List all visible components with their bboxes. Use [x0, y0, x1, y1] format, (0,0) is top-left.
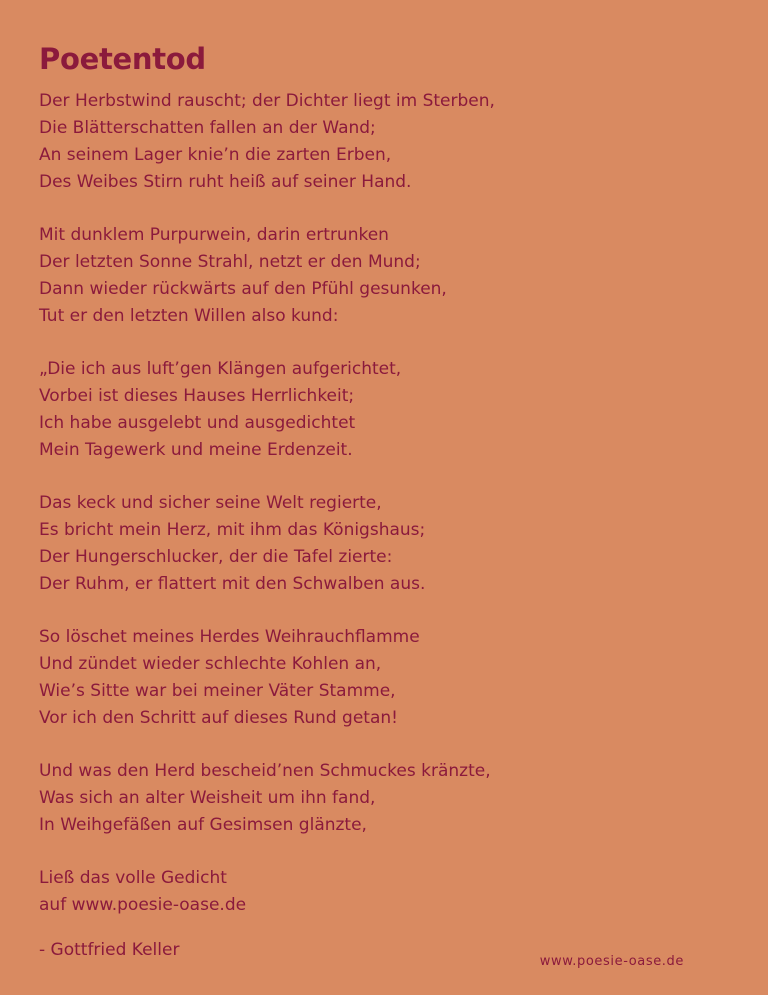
- poem-line: Und zündet wieder schlechte Kohlen an,: [39, 654, 382, 674]
- note-line: Ließ das volle Gedicht: [39, 868, 227, 888]
- poem-line: Dann wieder rückwärts auf den Pfühl gesunken,: [39, 279, 447, 299]
- poem-line: Ich habe ausgelebt und ausgedichtet: [39, 413, 356, 433]
- poem-line: Vor ich den Schritt auf dieses Rund getan!: [39, 708, 398, 728]
- poem-line: Tut er den letzten Willen also kund:: [39, 306, 339, 326]
- stanza-2: [39, 222, 739, 330]
- poem-line: Der Hungerschlucker, der die Tafel zierte:: [39, 547, 393, 567]
- stanza-3: [39, 356, 739, 464]
- poem-line: Vorbei ist dieses Hauses Herrlichkeit;: [39, 386, 355, 406]
- poem-line: „Die ich aus luft’gen Klängen aufgerichtet,: [39, 359, 402, 379]
- poem-line: Der Herbstwind rauscht; der Dichter liegt im Sterben,: [39, 91, 495, 111]
- poem-author: - Gottfried Keller: [39, 940, 180, 960]
- stanza-1: [39, 88, 739, 196]
- poem-line: Was sich an alter Weisheit um ihn fand,: [39, 788, 376, 808]
- poem-line: Wie’s Sitte war bei meiner Väter Stamme,: [39, 681, 396, 701]
- poem-title: Poetentod: [39, 42, 206, 76]
- poem-line: Der Ruhm, er flattert mit den Schwalben aus.: [39, 574, 426, 594]
- poem-line: Und was den Herd bescheid’nen Schmuckes kränzte,: [39, 761, 491, 781]
- poem-page: [39, 40, 739, 964]
- poem-line: Mit dunklem Purpurwein, darin ertrunken: [39, 225, 389, 245]
- stanza-5: [39, 624, 739, 732]
- poem-line: Der letzten Sonne Strahl, netzt er den Mund;: [39, 252, 421, 272]
- poem-line: Das keck und sicher seine Welt regierte,: [39, 493, 382, 513]
- footer-url: www.poesie-oase.de: [539, 954, 684, 969]
- poem-line: In Weihgefäßen auf Gesimsen glänzte,: [39, 815, 367, 835]
- poem-line: Des Weibes Stirn ruht heiß auf seiner Hand.: [39, 172, 412, 192]
- stanza-6: [39, 758, 739, 839]
- poem-line: Mein Tagewerk und meine Erdenzeit.: [39, 440, 353, 460]
- full-poem-note: [39, 865, 739, 919]
- poem-line: So löschet meines Herdes Weihrauchflamme: [39, 627, 420, 647]
- poem-line: Die Blätterschatten fallen an der Wand;: [39, 118, 376, 138]
- poem-line: An seinem Lager knie’n die zarten Erben,: [39, 145, 392, 165]
- note-line: auf www.poesie-oase.de: [39, 895, 247, 915]
- stanza-4: [39, 490, 739, 598]
- poem-line: Es bricht mein Herz, mit ihm das Königshaus;: [39, 520, 426, 540]
